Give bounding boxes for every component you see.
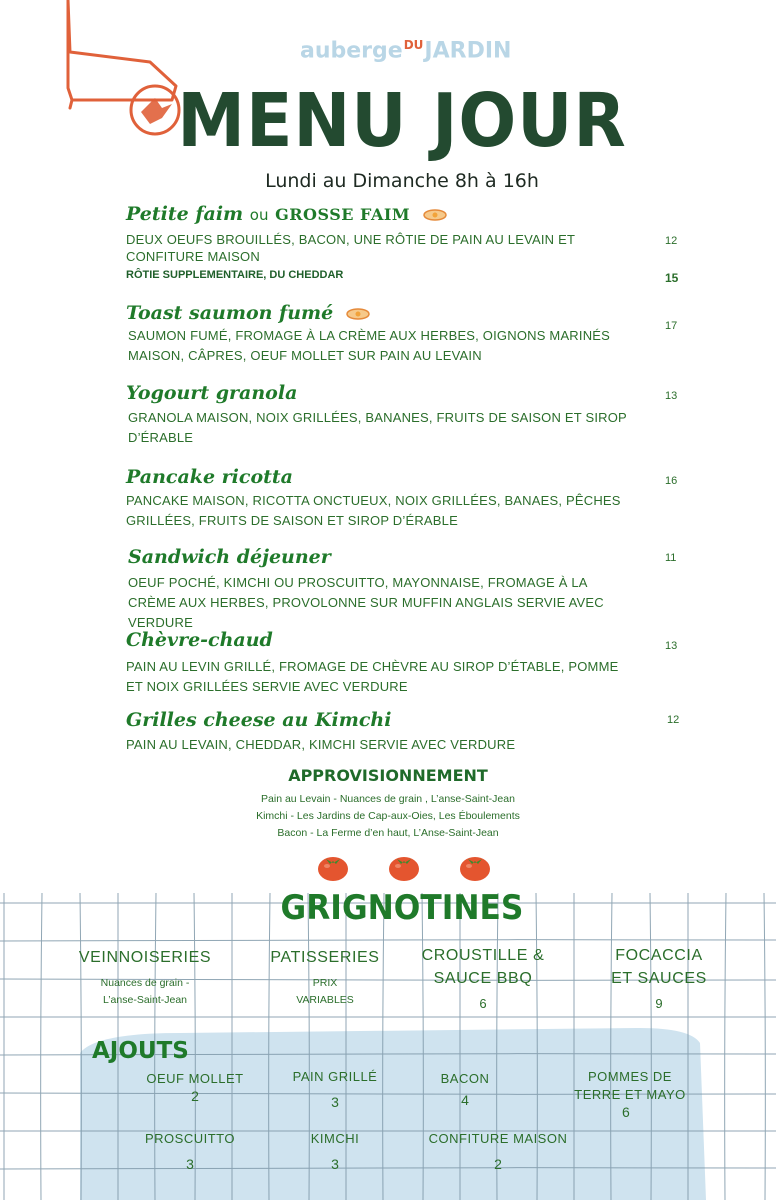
tomato-icon [387, 852, 421, 882]
menu-item-price: 12 [667, 714, 680, 726]
category-price: 6 [479, 996, 487, 1011]
category-note: Nuances de grain - [100, 977, 190, 989]
tomato-icon [458, 852, 492, 882]
category-note: VARIABLES [296, 994, 354, 1006]
menu-item-price: 11 [665, 552, 677, 564]
opening-hours: Lundi au Dimanche 8h à 16h [265, 170, 539, 192]
category-name: PATISSERIES [270, 949, 380, 966]
snack-category [250, 946, 400, 1009]
category-name: SAUCE BBQ [433, 970, 533, 987]
addon-price: 4 [461, 1092, 469, 1108]
title-part-a: Petite faim [126, 203, 244, 225]
menu-item-description: PAIN AU LEVAIN, CHEDDAR, KIMCHI SERVIE AVEC VERDURE [126, 737, 516, 752]
category-note: PRIX [312, 977, 338, 989]
menu-item-title: Pancake ricotta [126, 466, 293, 488]
menu-item-price: 16 [665, 475, 678, 487]
menu-item-title: Yogourt granola [126, 382, 298, 404]
menu-item-price: 12 [665, 235, 678, 247]
menu-item-price: 13 [665, 390, 678, 402]
addon-label: PROSCUITTO [145, 1131, 235, 1146]
menu-item-title: Chèvre-chaud [126, 629, 273, 651]
addon-label: CONFITURE MAISON [428, 1131, 568, 1146]
menu-item-extra: RÔTIE SUPPLEMENTAIRE, DU CHEDDAR [126, 269, 344, 281]
addon-label: KIMCHI [310, 1131, 360, 1146]
menu-item-description: PANCAKE MAISON, RICOTTA ONCTUEUX, NOIX GRILLÉES, BANAES, PÊCHES GRILLÉES, FRUITS DE SAISON ET SIROP D’ÉRABLE [126, 493, 621, 528]
sourcing-line: Kimchi - Les Jardins de Cap-aux-Oies, Les Éboulements [256, 810, 520, 822]
menu-item-description: SAUMON FUMÉ, FROMAGE À LA CRÈME AUX HERBES, OIGNONS MARINÉS MAISON, CÂPRES, OEUF MOLLET SUR PAIN AU LEVAIN [128, 328, 611, 363]
menu-item-title: Sandwich déjeuner [128, 546, 331, 568]
menu-item-price: 13 [665, 640, 678, 652]
brand-name: JARDIN [424, 38, 512, 64]
snack-category [584, 944, 734, 1011]
snack-category [70, 946, 220, 1009]
category-price: 9 [655, 996, 663, 1011]
menu-item-title [126, 302, 370, 324]
addon-price: 3 [331, 1094, 339, 1110]
menu-item-description: GRANOLA MAISON, NOIX GRILLÉES, BANANES, FRUITS DE SAISON ET SIROP D’ÉRABLE [128, 410, 627, 445]
addon-label: POMMES DE [588, 1069, 672, 1084]
tomato-icon [316, 852, 350, 882]
grid-line [764, 893, 765, 1200]
brand-du: DU [403, 38, 424, 52]
brand-logo [300, 38, 512, 64]
addon-item [405, 1070, 525, 1108]
egg-icon [423, 209, 447, 221]
sourcing-line: Pain au Levain - Nuances de grain , L’anse-Saint-Jean [261, 793, 515, 805]
page-title: MENU JOUR [177, 78, 627, 164]
brand-prefix: auberge [300, 38, 403, 64]
menu-item-description: OEUF POCHÉ, KIMCHI OU PROSCUITTO, MAYONNAISE, FROMAGE À LA CRÈME AUX HERBES, PROVOLONNE SUR MUFFIN ANGLAIS SERVIE AVEC VERDURE [128, 575, 604, 630]
category-name: ET SAUCES [611, 970, 707, 987]
title-part-b: GROSSE FAIM [275, 205, 411, 224]
grid-line [41, 893, 42, 1200]
addon-item [130, 1130, 250, 1172]
menu-item-title: Grilles cheese au Kimchi [126, 709, 392, 731]
category-name: FOCACCIA [615, 947, 703, 964]
title-connector: ou [249, 206, 269, 224]
menu-item-description: PAIN AU LEVIN GRILLÉ, FROMAGE DE CHÈVRE AU SIROP D’ÉTABLE, POMME ET NOIX GRILLÉES SERVIE AVEC VERDURE [126, 659, 619, 694]
addon-price: 3 [186, 1156, 194, 1172]
addon-label: OEUF MOLLET [146, 1071, 244, 1086]
addon-item [418, 1130, 578, 1172]
category-name: VEINNOISERIES [78, 949, 212, 966]
addon-item [560, 1068, 700, 1120]
sourcing-title: APPROVISIONNEMENT [288, 766, 488, 785]
addon-label: BACON [440, 1071, 490, 1086]
grid-line [725, 893, 726, 1200]
addon-item [275, 1068, 395, 1110]
title-text: Toast saumon fumé [126, 302, 334, 324]
addon-price: 2 [494, 1156, 502, 1172]
addon-label: TERRE ET MAYO [574, 1087, 686, 1102]
section-title-grignotines: GRIGNOTINES [280, 888, 524, 928]
addon-price: 3 [331, 1156, 339, 1172]
menu-item-title [126, 203, 447, 225]
addon-item [135, 1070, 255, 1104]
menu-item-extra-price: 15 [665, 271, 679, 285]
category-note: L’anse-Saint-Jean [102, 994, 188, 1006]
category-name: CROUSTILLE & [421, 947, 545, 964]
addon-label: PAIN GRILLÉ [292, 1069, 378, 1084]
egg-icon [346, 308, 370, 320]
addon-price: 2 [191, 1088, 199, 1104]
sourcing-line: Bacon - La Ferme d’en haut, L’Anse-Saint-Jean [277, 827, 499, 839]
menu-item-description: DEUX OEUFS BROUILLÉS, BACON, UNE RÔTIE DE PAIN AU LEVAIN ET CONFITURE MAISON [126, 232, 575, 264]
snack-category [408, 944, 558, 1011]
menu-item-price: 17 [665, 320, 678, 332]
grid-line [0, 940, 776, 941]
addon-item [275, 1130, 395, 1172]
addon-price: 6 [622, 1104, 630, 1120]
section-title-ajouts: AJOUTS [92, 1038, 189, 1064]
